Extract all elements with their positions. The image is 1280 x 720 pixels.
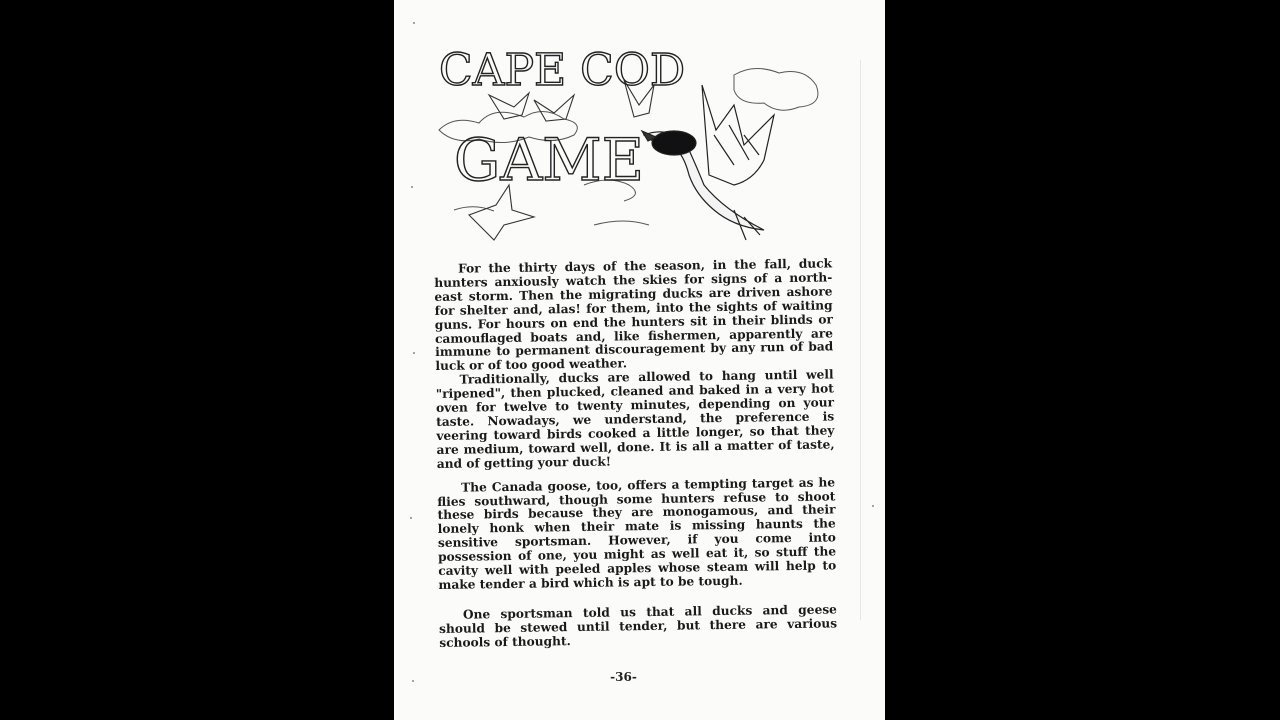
title-line-2: GAME bbox=[454, 126, 644, 194]
speck bbox=[411, 186, 413, 188]
speck bbox=[872, 505, 874, 507]
paragraph-1: For the thirty days of the season, in the fall, duck hunters anxiously watch the skies for signs of a north-east storm. Then the migrating ducks are driven ashore for shelter and, alas! for them, into the sights of waiting guns. For hours on end the hunters sit in their blinds or camouflaged boats and, like fishermen, apparently are immune to permanent discouragement by any run of bad luck or of too good weather. bbox=[434, 256, 834, 374]
bleed-through-line bbox=[860, 60, 861, 620]
speck bbox=[410, 517, 412, 519]
title-line-1: CAPE COD bbox=[439, 45, 686, 96]
paragraph-2: Traditionally, ducks are allowed to hang until well "ripened", then plucked, cleaned and baked in a very hot oven for twelve to twenty minutes, depending on your taste. Nowadays, we understand, the preference is veering toward birds cooked a little longer, so that they are medium, toward well, done. It is all a matter of taste, and of getting your duck! bbox=[435, 367, 835, 471]
page-number: -36- bbox=[610, 670, 637, 684]
document-page bbox=[394, 0, 885, 720]
paragraph-3: The Canada goose, too, offers a tempting target as he flies southward, though some hunters refuse to shoot these birds because they are monogamous, and their lonely honk when their mate is missing haunts the sensitive sportsman. However, if you come into possession of one, you might as well eat it, so stuff the cavity well with peeled apples whose steam will help to make tender a bird which is apt to be tough. bbox=[437, 475, 837, 592]
speck bbox=[413, 352, 415, 354]
paragraph-4: One sportsman told us that all ducks and geese should be stewed until tender, but there are various schools of thought. bbox=[439, 602, 838, 650]
speck bbox=[413, 22, 415, 24]
flying-ducks-illustration bbox=[434, 35, 834, 265]
body-text bbox=[434, 257, 837, 650]
